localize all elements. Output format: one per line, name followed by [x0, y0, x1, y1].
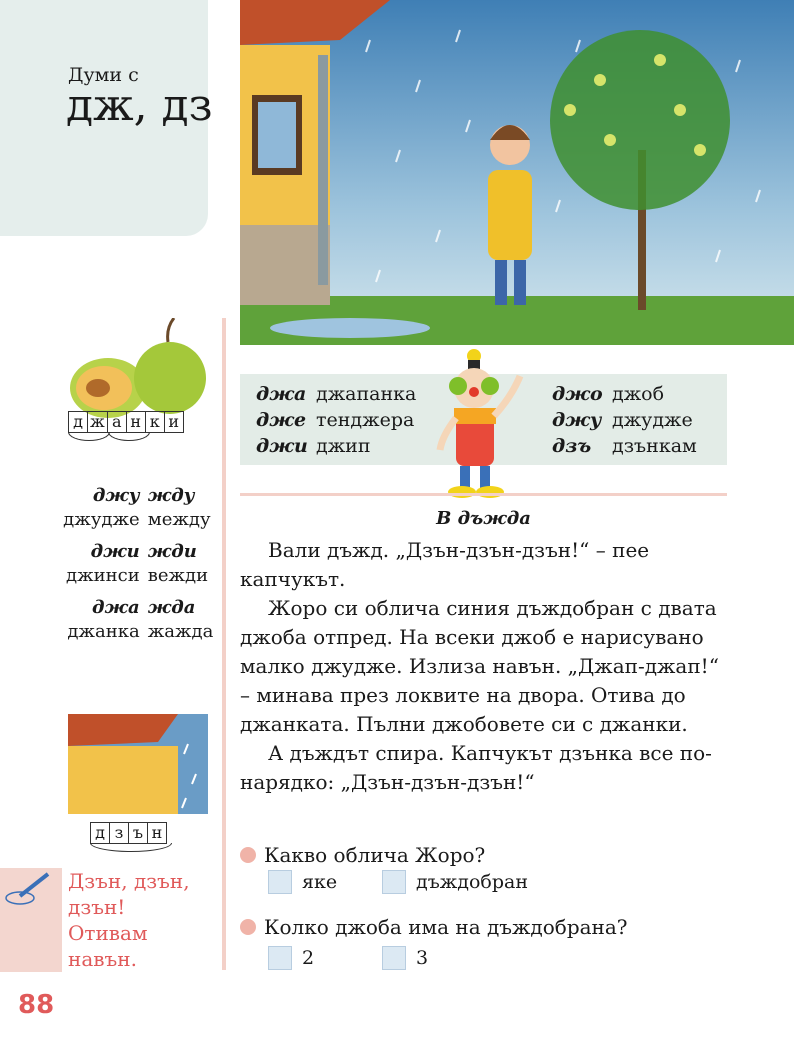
letter-box: и: [165, 411, 184, 433]
answer-option[interactable]: [268, 870, 337, 894]
title-small: Думи с: [68, 64, 139, 86]
answer-option[interactable]: [268, 946, 314, 970]
syllable: дже: [256, 409, 307, 431]
puddle: [270, 318, 430, 338]
question-text: Какво облича Жоро?: [264, 843, 486, 867]
syllable: жду: [147, 485, 195, 506]
option-label: дъждобран: [416, 871, 528, 893]
word: джудже: [612, 409, 693, 431]
option-label: 3: [416, 947, 429, 969]
syllable: джи: [256, 435, 308, 457]
table-row: [256, 408, 414, 433]
syllable: жди: [147, 541, 197, 562]
note-line: Дзън, дзън,: [68, 869, 190, 893]
note-line: Отивам: [68, 921, 148, 945]
pair-row: [45, 484, 225, 532]
letter-box: к: [146, 411, 165, 433]
pair-row: [45, 540, 225, 588]
table-row: [552, 382, 664, 407]
question-text: Колко джоба има на дъждобрана?: [264, 915, 628, 939]
note-panel: [0, 868, 62, 972]
syllable-arc: [68, 432, 110, 441]
letter-box: д: [68, 411, 88, 433]
question-2: [240, 914, 628, 940]
syllable: джо: [552, 383, 603, 405]
letter-box: н: [148, 822, 167, 844]
table-row: [256, 434, 371, 459]
checkbox[interactable]: [268, 946, 292, 970]
syllable: джу: [92, 485, 140, 506]
section-divider: [240, 493, 727, 496]
word-boxes-dzan: [90, 822, 167, 844]
pencil-icon: [0, 868, 62, 908]
clown-illustration: [432, 346, 528, 500]
word: между: [147, 509, 211, 530]
rain-illustration: [240, 0, 794, 345]
checkbox[interactable]: [382, 870, 406, 894]
page-number: 88: [18, 990, 55, 1020]
syllable: джа: [92, 597, 140, 618]
table-row: [256, 382, 416, 407]
word: джапанка: [316, 383, 417, 405]
syllable-arc: [90, 843, 172, 852]
table-row: [552, 408, 693, 433]
bullet-icon: [240, 919, 256, 935]
syllable: жда: [147, 597, 196, 618]
story-title: В дъжда: [436, 508, 531, 529]
syllable-arc: [108, 432, 150, 441]
syllable: дзъ: [552, 435, 592, 457]
checkbox[interactable]: [382, 946, 406, 970]
bullet-icon: [240, 847, 256, 863]
word: тенджера: [316, 409, 415, 431]
writing-note: [68, 868, 190, 972]
word: вежди: [147, 565, 209, 586]
word-boxes-dzhanki: [68, 411, 184, 433]
word: дзънкам: [612, 435, 697, 457]
word: джудже: [63, 509, 140, 530]
note-line: дзън!: [68, 895, 126, 919]
word: джоб: [612, 383, 665, 405]
letter-box: з: [110, 822, 129, 844]
letter-box: ъ: [129, 822, 148, 844]
plum-photo: [68, 318, 208, 422]
syllable: джу: [552, 409, 602, 431]
story-text: [240, 536, 730, 797]
syllable: джи: [90, 541, 140, 562]
column-divider: [222, 318, 226, 970]
checkbox[interactable]: [268, 870, 292, 894]
note-line: навън.: [68, 947, 137, 971]
letter-box: н: [127, 411, 146, 433]
question-1: [240, 842, 485, 868]
syllable: джа: [256, 383, 307, 405]
word: жажда: [147, 621, 214, 642]
letter-box: ж: [88, 411, 108, 433]
syllable-pairs: [45, 484, 225, 652]
answer-option[interactable]: [382, 870, 528, 894]
letter-box: а: [108, 411, 127, 433]
story-paragraph: Жоро си облича синия дъждобран с двата джоба отпред. На всеки джоб е нарисувано малко джудже. Излиза навън. „Джап-джап!“ – минава през локвите на двора. Отива до джанката. Пълни джобовете си с джанки.: [240, 596, 719, 736]
word: джинси: [65, 565, 140, 586]
answer-option[interactable]: [382, 946, 428, 970]
word: джанка: [67, 621, 140, 642]
option-label: 2: [302, 947, 315, 969]
table-row: [552, 434, 697, 459]
letter-box: д: [90, 822, 110, 844]
title-big: дж, дз: [66, 80, 213, 131]
word: джип: [316, 435, 371, 457]
story-paragraph: А дъждът спира. Капчукът дзънка все по-нарядко: „Дзън-дзън-дзън!“: [240, 741, 712, 794]
pair-row: [45, 596, 225, 644]
story-paragraph: Вали дъжд. „Дзън-дзън-дзън!“ – пее капчукът.: [240, 538, 650, 591]
house-rain-thumbnail: [68, 714, 208, 814]
option-label: яке: [302, 871, 338, 893]
